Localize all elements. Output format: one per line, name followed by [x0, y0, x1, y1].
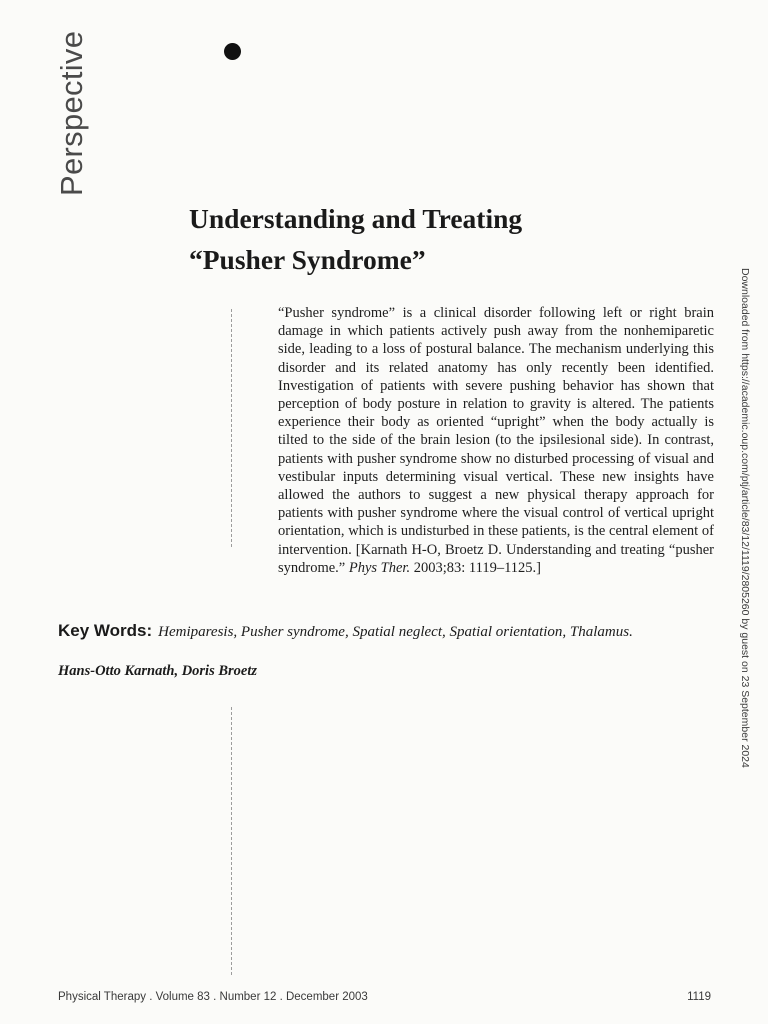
bullet-dot: [224, 43, 241, 60]
article-title: [189, 198, 629, 280]
abstract: [278, 304, 714, 577]
abstract-body: “Pusher syndrome” is a clinical disorder following left or right brain damage in which patients actively push away from the nonhemiparetic side, leading to a loss of postural balance. The mechanism underlying this disorder and its related anatomy has only recently been identified. Investigation of patients with severe pushing behavior has shown that perception of body posture in relation to gravity is altered. The patients experience their body as oriented “upright” when the body actually is tilted to the side of the brain lesion (to the ipsilesional side). In contrast, patients with pusher syndrome show no disturbed processing of visual and vestibular inputs determining visual vertical. These new insights have allowed the authors to suggest a new physical therapy approach for patients with pusher syndrome where the visual control of vertical upright orientation, which is undisturbed in these patients, is the central element of intervention. [Karnath H-O, Broetz D. Understanding and treating “pusher syndrome.”: [278, 305, 714, 576]
title-line-2: “Pusher Syndrome”: [189, 244, 426, 275]
footer-journal: Physical Therapy . Volume 83 . Number 12 . December 2003: [58, 991, 368, 1003]
title-line-1: Understanding and Treating: [189, 203, 523, 234]
keywords-label: Key Words:: [58, 621, 153, 640]
authors: Hans-Otto Karnath, Doris Broetz: [58, 663, 258, 679]
keywords: [58, 620, 718, 643]
download-note: Downloaded from https://academic.oup.com/ptj/article/83/12/1119/2805260 by guest on 23 September 2024: [739, 268, 751, 768]
citation-details: 2003;83: 1119–1125.]: [413, 559, 542, 576]
margin-rule-top: [231, 309, 232, 547]
keywords-terms: Hemiparesis, Pusher syndrome, Spatial neglect, Spatial orientation, Thalamus.: [158, 624, 633, 640]
margin-rule-bottom: [231, 707, 232, 975]
page-number: 1119: [687, 991, 711, 1003]
section-label: Perspective: [54, 30, 89, 196]
citation-journal: Phys Ther.: [348, 559, 411, 576]
